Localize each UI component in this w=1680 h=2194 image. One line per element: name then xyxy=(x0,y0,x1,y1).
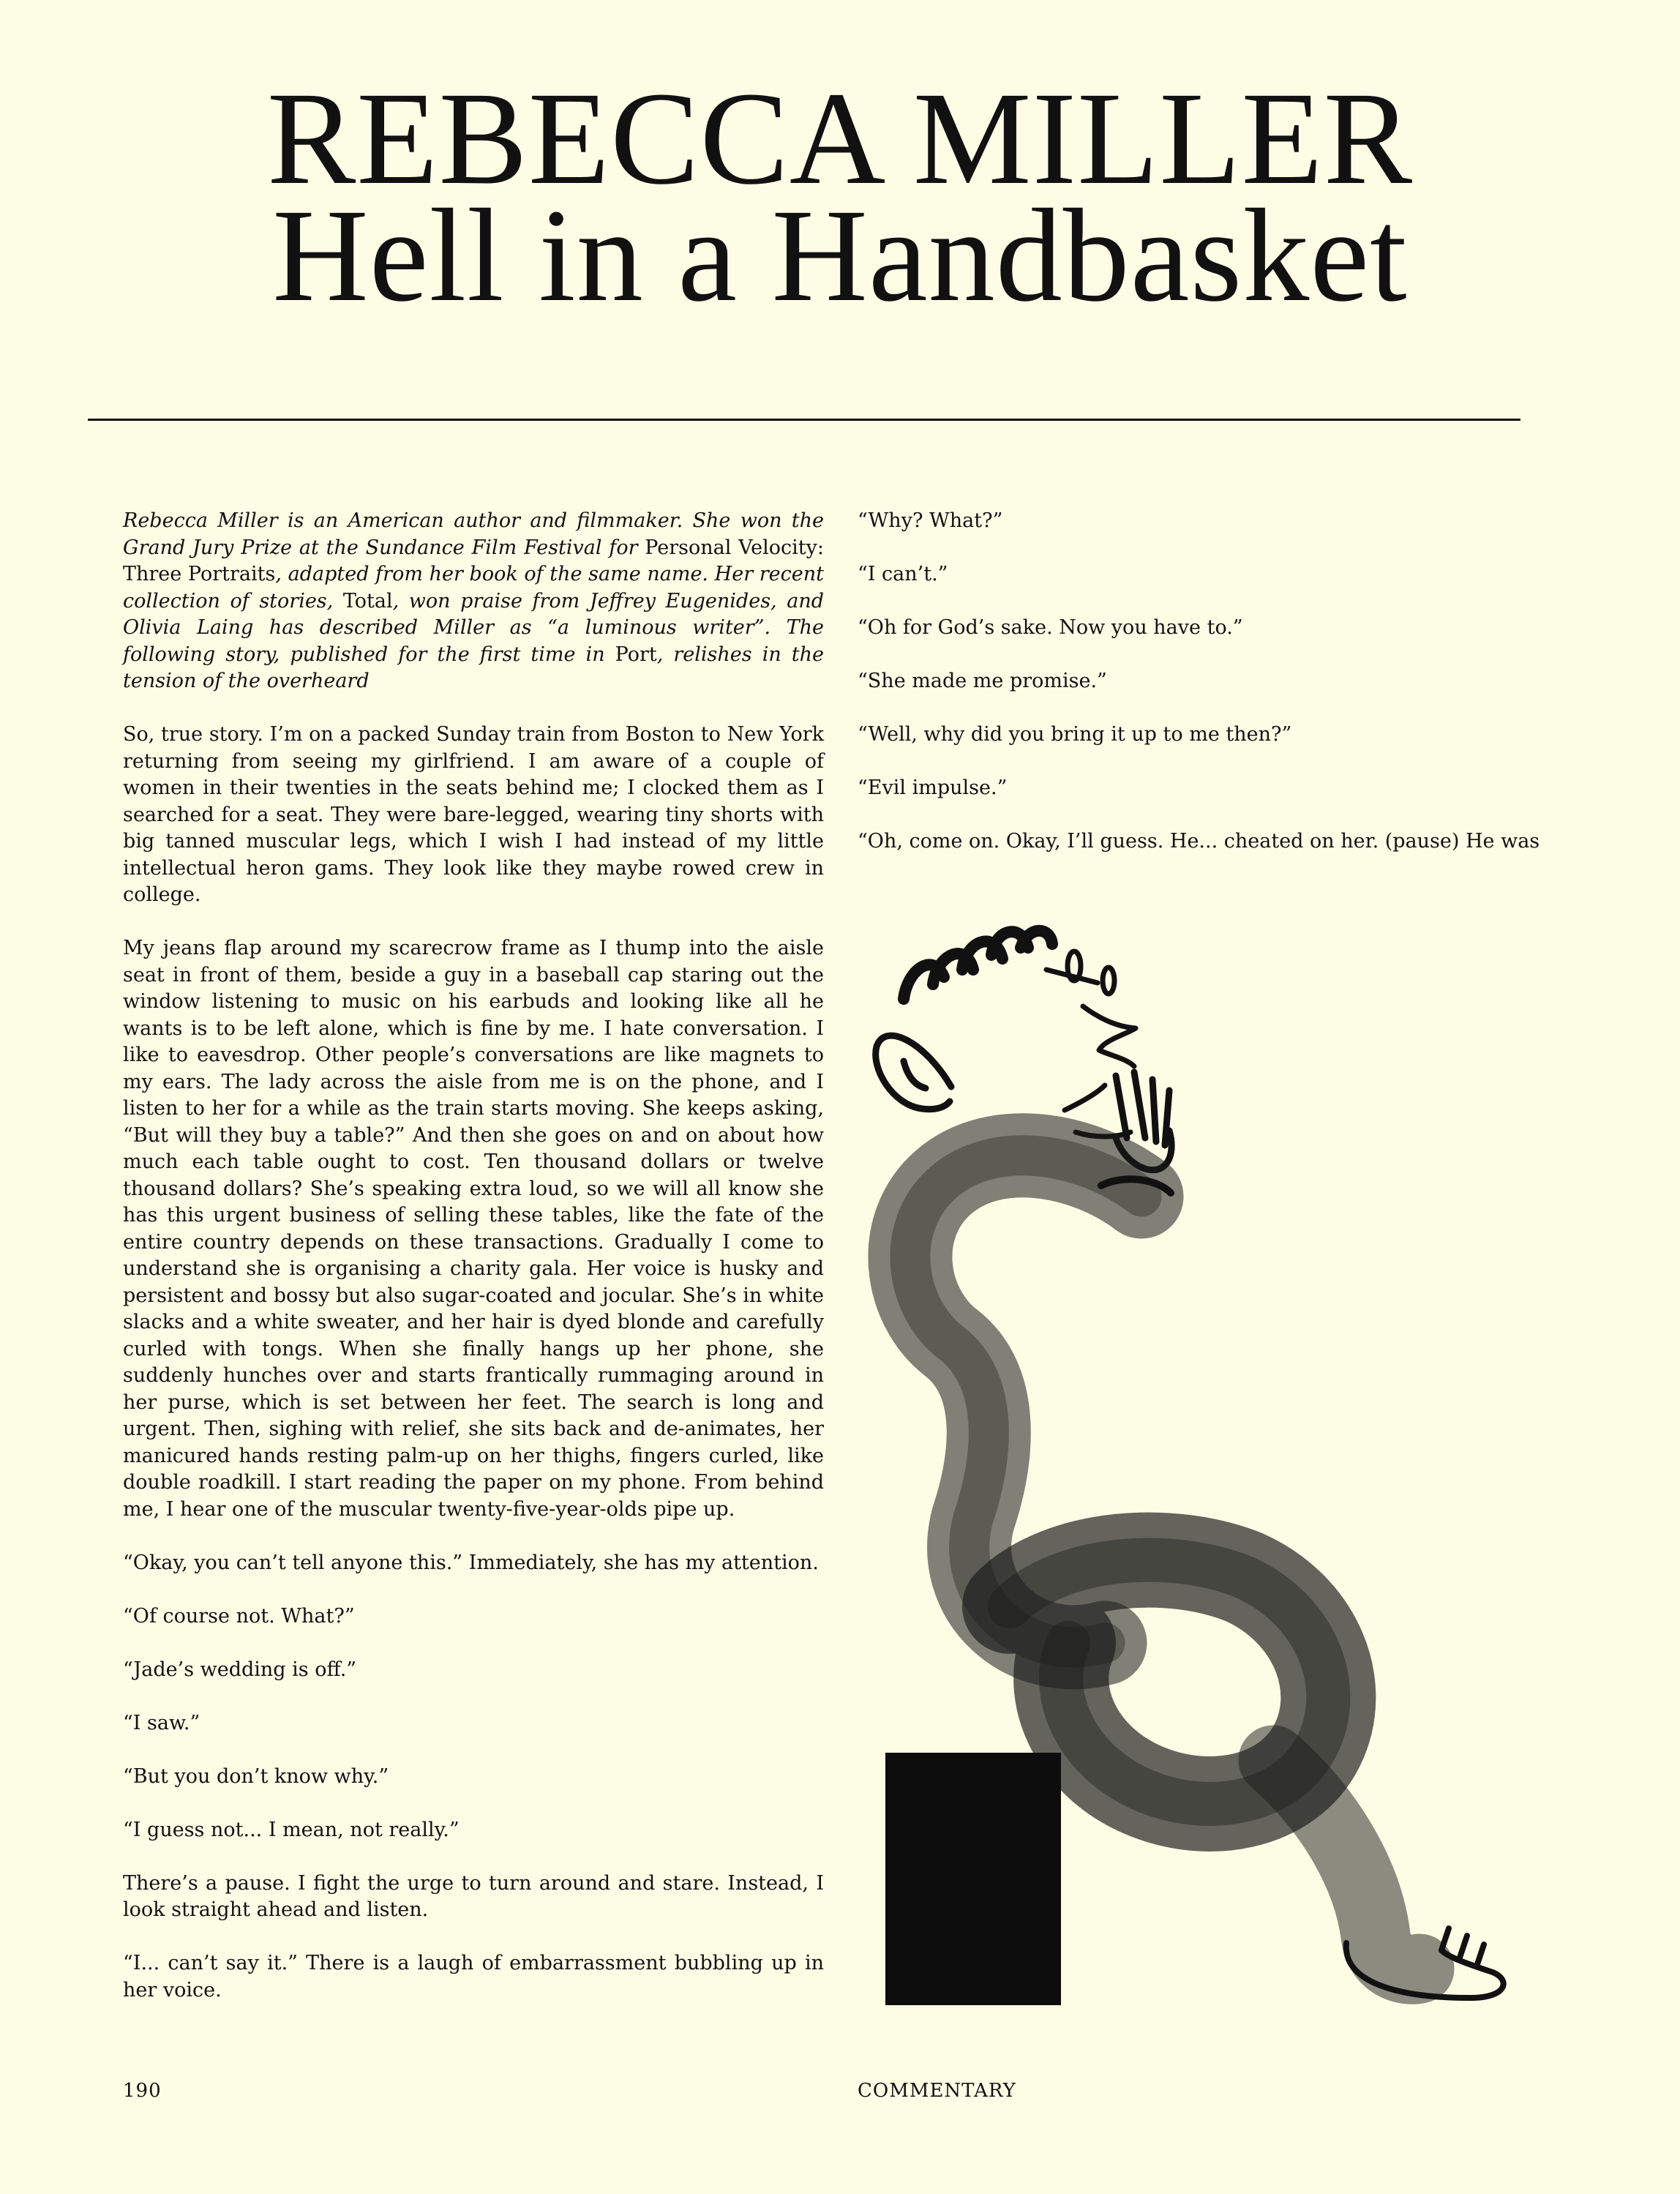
intro-standfirst xyxy=(123,508,824,695)
dialogue-line: “Well, why did you bring it up to me then?” xyxy=(858,723,1292,746)
dialogue-line: “I guess not... I mean, not really.” xyxy=(123,1818,460,1841)
section-label: COMMENTARY xyxy=(858,2080,1016,2102)
intro-book-title: Total xyxy=(342,589,393,613)
intro-text-2: , adapted from her book of the same name. Her recent collection of stories, xyxy=(123,563,825,613)
dialogue-line: “Evil impulse.” xyxy=(858,776,1008,799)
dialogue-line: “I saw.” xyxy=(123,1711,200,1734)
dialogue-line: “I... can’t say it.” There is a laugh of embarrassment bubbling up in her voice. xyxy=(123,1952,824,2002)
seat-block xyxy=(885,1753,1061,2005)
seated-figure-drawing xyxy=(876,931,1504,2005)
dialogue-line: “But you don’t know why.” xyxy=(123,1764,389,1788)
intro-text-1: Rebecca Miller is an American author and filmmaker. She won the Grand Jury Prize at the Sundance Film Festival for xyxy=(123,509,824,559)
intro-film-title: Personal Velocity: Three Portraits xyxy=(123,536,824,585)
dialogue-line: “Why? What?” xyxy=(858,509,1003,532)
dialogue-line: “Oh, come on. Okay, I’ll guess. He... cheated on her. (pause) He was xyxy=(858,830,1540,853)
body-paragraph: My jeans flap around my scarecrow frame as I thump into the aisle seat in front of them, beside a guy in a baseball cap staring out the window listening to music on his earbuds and looking like all he wants is to be left alone, which is fine by me. I hate conversation. I like to eavesdrop. Other people’s conversations are like magnets to my ears. The lady across the aisle from me is on the phone, and I listen to her for a while as the train starts moving. She keeps asking, “But will they buy a table?” And then she goes on and on about how much each table ought to cost. Ten thousand dollars or twelve thousand dollars? She’s speaking extra loud, so we will all know she has this urgent business of selling these tables, like the fate of the entire country depends on these transactions. Gradually I come to understand she is organising a charity gala. Her voice is husky and persistent and bossy but also sugar-coated and jocular. She’s in white slacks and a white sweater, and her hair is dyed blonde and carefully curled with tongs. When she finally hangs up her phone, she suddenly hunches over and starts frantically rummaging around in her purse, which is set between her feet. The search is long and urgent. Then, sighing with relief, she sits back and de-animates, her manicured hands resting palm-up on her thighs, fingers curled, like double roadkill. I start reading the paper on my phone. From behind me, I hear one of the muscular twenty-five-year-olds pipe up. xyxy=(123,937,824,1521)
title-divider xyxy=(88,419,1520,421)
ear xyxy=(876,1036,951,1109)
author-name-heading: REBECCA MILLER xyxy=(266,65,1414,212)
story-title-heading: Hell in a Handbasket xyxy=(272,182,1408,329)
dialogue-line: “Jade’s wedding is off.” xyxy=(123,1658,357,1681)
intro-text-3: , won praise from Jeffrey Eugenides, and Olivia Laing has described Miller as “a luminous writer”. The following story, published for the first time in xyxy=(123,589,825,666)
ink-illustration xyxy=(863,896,1580,2023)
dialogue-line: “Of course not. What?” xyxy=(123,1604,355,1628)
intro-magazine-title: Port xyxy=(615,643,657,666)
right-column xyxy=(858,508,1560,882)
intro-text-4: , relishes in the tension of the overheard xyxy=(123,643,825,692)
page-number: 190 xyxy=(123,2080,162,2102)
body-paragraph: So, true story. I’m on a packed Sunday train from Boston to New York returning from seeing my girlfriend. I am aware of a couple of women in their twenties in the seats behind me; I clocked them as I searched for a seat. They were bare-legged, wearing tiny shorts with big tanned muscular legs, which I wish I had instead of my little intellectual heron gams. They look like they maybe rowed crew in college. xyxy=(123,723,824,906)
hair-curls xyxy=(904,931,1052,999)
left-column xyxy=(123,508,824,2031)
dialogue-line: “She made me promise.” xyxy=(858,670,1107,692)
dialogue-line: “Oh for God’s sake. Now you have to.” xyxy=(858,616,1243,639)
dialogue-line: “I can’t.” xyxy=(858,563,948,585)
dialogue-line: “Okay, you can’t tell anyone this.” Immediately, she has my attention. xyxy=(123,1551,819,1574)
body-paragraph: There’s a pause. I fight the urge to turn around and stare. Instead, I look straight ahead and listen. xyxy=(123,1871,824,1921)
